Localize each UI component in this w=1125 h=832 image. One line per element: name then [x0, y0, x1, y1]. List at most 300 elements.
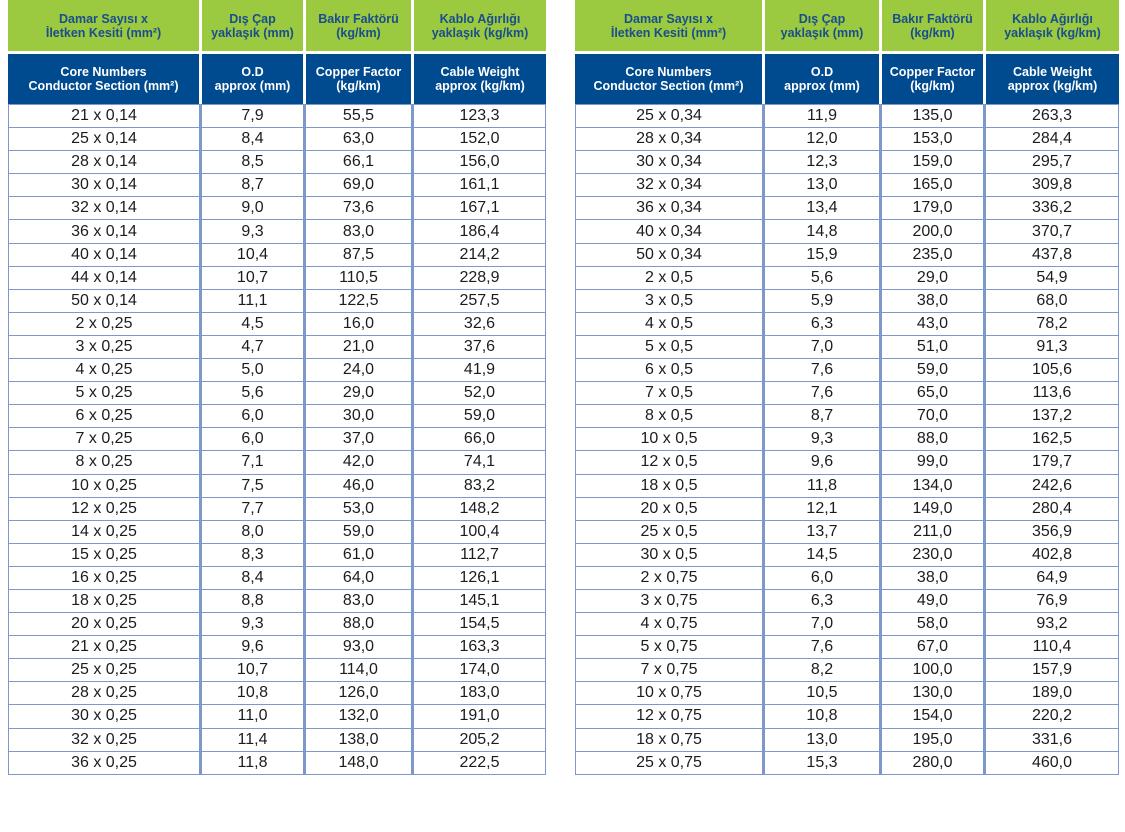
outer-diameter-cell: 5,6 [199, 382, 303, 405]
core-section-cell: 30 x 0,14 [8, 174, 199, 197]
core-section-cell: 44 x 0,14 [8, 267, 199, 290]
copper-factor-cell: 29,0 [879, 267, 983, 290]
cable-weight-cell: 220,2 [983, 705, 1119, 728]
copper-factor-cell: 46,0 [303, 475, 411, 498]
core-section-cell: 18 x 0,25 [8, 590, 199, 613]
cable-weight-cell: 41,9 [411, 359, 546, 382]
cable-weight-cell: 356,9 [983, 521, 1119, 544]
copper-factor-cell: 235,0 [879, 244, 983, 267]
outer-diameter-cell: 8,7 [762, 405, 879, 428]
core-section-cell: 36 x 0,25 [8, 752, 199, 775]
cable-weight-cell: 242,6 [983, 475, 1119, 498]
outer-diameter-cell: 5,6 [762, 267, 879, 290]
cable-weight-cell: 295,7 [983, 151, 1119, 174]
cable-weight-cell: 137,2 [983, 405, 1119, 428]
outer-diameter-cell: 13,0 [762, 174, 879, 197]
table-row [575, 705, 1119, 728]
header-cable-weight-tr: Kablo Ağırlığı yaklaşık (kg/km) [983, 0, 1119, 51]
outer-diameter-cell: 6,0 [199, 428, 303, 451]
core-section-cell: 10 x 0,5 [575, 428, 762, 451]
copper-factor-cell: 49,0 [879, 590, 983, 613]
copper-factor-cell: 159,0 [879, 151, 983, 174]
core-section-cell: 50 x 0,14 [8, 290, 199, 313]
table-row [575, 359, 1119, 382]
copper-factor-cell: 280,0 [879, 752, 983, 775]
copper-factor-cell: 43,0 [879, 313, 983, 336]
table-row [8, 705, 546, 728]
outer-diameter-cell: 9,3 [199, 613, 303, 636]
table-row [8, 267, 546, 290]
table-row [8, 128, 546, 151]
core-section-cell: 5 x 0,5 [575, 336, 762, 359]
copper-factor-cell: 63,0 [303, 128, 411, 151]
table-row [8, 313, 546, 336]
cable-weight-cell: 113,6 [983, 382, 1119, 405]
core-section-cell: 3 x 0,25 [8, 336, 199, 359]
core-section-cell: 2 x 0,25 [8, 313, 199, 336]
core-section-cell: 6 x 0,5 [575, 359, 762, 382]
table-row [8, 636, 546, 659]
table-row [575, 475, 1119, 498]
cable-weight-cell: 52,0 [411, 382, 546, 405]
copper-factor-cell: 29,0 [303, 382, 411, 405]
table-row [575, 220, 1119, 243]
copper-factor-cell: 51,0 [879, 336, 983, 359]
outer-diameter-cell: 6,3 [762, 590, 879, 613]
copper-factor-cell: 179,0 [879, 197, 983, 220]
header-row-english [8, 51, 546, 104]
cable-weight-cell: 309,8 [983, 174, 1119, 197]
copper-factor-cell: 126,0 [303, 682, 411, 705]
table-row [8, 682, 546, 705]
outer-diameter-cell: 10,8 [199, 682, 303, 705]
table-row [575, 752, 1119, 775]
outer-diameter-cell: 7,7 [199, 498, 303, 521]
core-section-cell: 40 x 0,34 [575, 220, 762, 243]
header-cable-weight-en: Cable Weight approx (kg/km) [983, 51, 1119, 104]
outer-diameter-cell: 9,6 [199, 636, 303, 659]
cable-weight-cell: 162,5 [983, 428, 1119, 451]
outer-diameter-cell: 4,5 [199, 313, 303, 336]
outer-diameter-cell: 10,4 [199, 244, 303, 267]
outer-diameter-cell: 7,5 [199, 475, 303, 498]
table-row [8, 498, 546, 521]
core-section-cell: 12 x 0,5 [575, 451, 762, 474]
core-section-cell: 25 x 0,75 [575, 752, 762, 775]
table-row [575, 636, 1119, 659]
cable-weight-cell: 228,9 [411, 267, 546, 290]
cable-weight-cell: 66,0 [411, 428, 546, 451]
header-core-section-en: Core Numbers Conductor Section (mm²) [575, 51, 762, 104]
copper-factor-cell: 42,0 [303, 451, 411, 474]
core-section-cell: 10 x 0,75 [575, 682, 762, 705]
copper-factor-cell: 16,0 [303, 313, 411, 336]
cable-weight-cell: 156,0 [411, 151, 546, 174]
copper-factor-cell: 230,0 [879, 544, 983, 567]
table-row [8, 220, 546, 243]
copper-factor-cell: 93,0 [303, 636, 411, 659]
copper-factor-cell: 66,1 [303, 151, 411, 174]
copper-factor-cell: 53,0 [303, 498, 411, 521]
outer-diameter-cell: 8,4 [199, 128, 303, 151]
table-row [8, 752, 546, 775]
cable-weight-cell: 74,1 [411, 451, 546, 474]
outer-diameter-cell: 8,7 [199, 174, 303, 197]
cable-weight-cell: 110,4 [983, 636, 1119, 659]
table-row [575, 451, 1119, 474]
outer-diameter-cell: 4,7 [199, 336, 303, 359]
table-row [575, 313, 1119, 336]
outer-diameter-cell: 10,7 [199, 659, 303, 682]
core-section-cell: 40 x 0,14 [8, 244, 199, 267]
header-copper-factor-en: Copper Factor (kg/km) [879, 51, 983, 104]
cable-spec-table-right [575, 0, 1119, 775]
cable-weight-cell: 112,7 [411, 544, 546, 567]
core-section-cell: 25 x 0,34 [575, 104, 762, 128]
copper-factor-cell: 130,0 [879, 682, 983, 705]
core-section-cell: 32 x 0,14 [8, 197, 199, 220]
cable-weight-cell: 126,1 [411, 567, 546, 590]
cable-weight-cell: 370,7 [983, 220, 1119, 243]
copper-factor-cell: 83,0 [303, 220, 411, 243]
core-section-cell: 5 x 0,75 [575, 636, 762, 659]
table-row [8, 244, 546, 267]
table-row [575, 428, 1119, 451]
outer-diameter-cell: 9,0 [199, 197, 303, 220]
cable-weight-cell: 148,2 [411, 498, 546, 521]
cable-weight-cell: 284,4 [983, 128, 1119, 151]
outer-diameter-cell: 7,0 [762, 613, 879, 636]
outer-diameter-cell: 13,0 [762, 729, 879, 752]
table-row [8, 151, 546, 174]
copper-factor-cell: 21,0 [303, 336, 411, 359]
cable-weight-cell: 167,1 [411, 197, 546, 220]
table-row [8, 613, 546, 636]
outer-diameter-cell: 7,9 [199, 104, 303, 128]
table-row [575, 498, 1119, 521]
header-copper-factor-tr: Bakır Faktörü (kg/km) [879, 0, 983, 51]
table-row [8, 475, 546, 498]
table-row [8, 197, 546, 220]
copper-factor-cell: 70,0 [879, 405, 983, 428]
table-row [8, 544, 546, 567]
copper-factor-cell: 30,0 [303, 405, 411, 428]
core-section-cell: 4 x 0,5 [575, 313, 762, 336]
header-cable-weight-tr: Kablo Ağırlığı yaklaşık (kg/km) [411, 0, 546, 51]
core-section-cell: 32 x 0,34 [575, 174, 762, 197]
core-section-cell: 36 x 0,14 [8, 220, 199, 243]
core-section-cell: 7 x 0,25 [8, 428, 199, 451]
outer-diameter-cell: 15,3 [762, 752, 879, 775]
core-section-cell: 28 x 0,14 [8, 151, 199, 174]
core-section-cell: 25 x 0,14 [8, 128, 199, 151]
copper-factor-cell: 64,0 [303, 567, 411, 590]
copper-factor-cell: 99,0 [879, 451, 983, 474]
table-row [8, 729, 546, 752]
header-outer-diameter-en: O.D approx (mm) [199, 51, 303, 104]
copper-factor-cell: 211,0 [879, 521, 983, 544]
copper-factor-cell: 87,5 [303, 244, 411, 267]
table-row [8, 104, 546, 128]
copper-factor-cell: 148,0 [303, 752, 411, 775]
outer-diameter-cell: 11,9 [762, 104, 879, 128]
header-core-section-tr: Damar Sayısı x İletken Kesiti (mm²) [8, 0, 199, 51]
core-section-cell: 3 x 0,5 [575, 290, 762, 313]
table-row [575, 174, 1119, 197]
header-row-turkish [8, 0, 546, 51]
outer-diameter-cell: 13,4 [762, 197, 879, 220]
copper-factor-cell: 59,0 [303, 521, 411, 544]
table-row [8, 521, 546, 544]
outer-diameter-cell: 11,8 [762, 475, 879, 498]
core-section-cell: 21 x 0,25 [8, 636, 199, 659]
outer-diameter-cell: 5,9 [762, 290, 879, 313]
core-section-cell: 28 x 0,25 [8, 682, 199, 705]
cable-weight-cell: 191,0 [411, 705, 546, 728]
core-section-cell: 30 x 0,34 [575, 151, 762, 174]
table-row [575, 382, 1119, 405]
cable-weight-cell: 257,5 [411, 290, 546, 313]
core-section-cell: 12 x 0,75 [575, 705, 762, 728]
core-section-cell: 18 x 0,5 [575, 475, 762, 498]
core-section-cell: 2 x 0,75 [575, 567, 762, 590]
core-section-cell: 4 x 0,75 [575, 613, 762, 636]
header-copper-factor-en: Copper Factor (kg/km) [303, 51, 411, 104]
table-row [8, 451, 546, 474]
cable-weight-cell: 83,2 [411, 475, 546, 498]
copper-factor-cell: 59,0 [879, 359, 983, 382]
table-row [575, 151, 1119, 174]
core-section-cell: 8 x 0,25 [8, 451, 199, 474]
core-section-cell: 28 x 0,34 [575, 128, 762, 151]
cable-weight-cell: 161,1 [411, 174, 546, 197]
cable-weight-cell: 174,0 [411, 659, 546, 682]
copper-factor-cell: 73,6 [303, 197, 411, 220]
cable-weight-cell: 336,2 [983, 197, 1119, 220]
outer-diameter-cell: 8,8 [199, 590, 303, 613]
copper-factor-cell: 135,0 [879, 104, 983, 128]
core-section-cell: 5 x 0,25 [8, 382, 199, 405]
cable-weight-cell: 154,5 [411, 613, 546, 636]
cable-weight-cell: 54,9 [983, 267, 1119, 290]
cable-weight-cell: 183,0 [411, 682, 546, 705]
copper-factor-cell: 165,0 [879, 174, 983, 197]
header-core-section-en: Core Numbers Conductor Section (mm²) [8, 51, 199, 104]
cable-weight-cell: 331,6 [983, 729, 1119, 752]
core-section-cell: 50 x 0,34 [575, 244, 762, 267]
core-section-cell: 15 x 0,25 [8, 544, 199, 567]
copper-factor-cell: 153,0 [879, 128, 983, 151]
table-row [575, 613, 1119, 636]
cable-weight-cell: 64,9 [983, 567, 1119, 590]
outer-diameter-cell: 10,8 [762, 705, 879, 728]
cable-weight-cell: 189,0 [983, 682, 1119, 705]
outer-diameter-cell: 12,3 [762, 151, 879, 174]
outer-diameter-cell: 7,6 [762, 636, 879, 659]
cable-weight-cell: 91,3 [983, 336, 1119, 359]
core-section-cell: 8 x 0,5 [575, 405, 762, 428]
table-row [575, 104, 1119, 128]
outer-diameter-cell: 8,4 [199, 567, 303, 590]
outer-diameter-cell: 6,0 [199, 405, 303, 428]
outer-diameter-cell: 5,0 [199, 359, 303, 382]
cable-weight-cell: 179,7 [983, 451, 1119, 474]
core-section-cell: 25 x 0,25 [8, 659, 199, 682]
cable-weight-cell: 93,2 [983, 613, 1119, 636]
outer-diameter-cell: 9,3 [199, 220, 303, 243]
table-row [575, 267, 1119, 290]
header-outer-diameter-tr: Dış Çap yaklaşık (mm) [199, 0, 303, 51]
core-section-cell: 14 x 0,25 [8, 521, 199, 544]
header-row-turkish [575, 0, 1119, 51]
core-section-cell: 32 x 0,25 [8, 729, 199, 752]
cable-weight-cell: 460,0 [983, 752, 1119, 775]
cable-weight-cell: 222,5 [411, 752, 546, 775]
cable-weight-cell: 437,8 [983, 244, 1119, 267]
outer-diameter-cell: 8,0 [199, 521, 303, 544]
copper-factor-cell: 83,0 [303, 590, 411, 613]
cable-weight-cell: 59,0 [411, 405, 546, 428]
table-row [575, 544, 1119, 567]
cable-weight-cell: 263,3 [983, 104, 1119, 128]
outer-diameter-cell: 8,2 [762, 659, 879, 682]
table-row [575, 567, 1119, 590]
cable-weight-cell: 163,3 [411, 636, 546, 659]
cable-weight-cell: 205,2 [411, 729, 546, 752]
outer-diameter-cell: 7,6 [762, 359, 879, 382]
header-row-english [575, 51, 1119, 104]
copper-factor-cell: 132,0 [303, 705, 411, 728]
table-row [575, 521, 1119, 544]
outer-diameter-cell: 7,6 [762, 382, 879, 405]
cable-weight-cell: 105,6 [983, 359, 1119, 382]
copper-factor-cell: 88,0 [303, 613, 411, 636]
cable-weight-cell: 76,9 [983, 590, 1119, 613]
header-core-section-tr: Damar Sayısı x İletken Kesiti (mm²) [575, 0, 762, 51]
table-row [575, 659, 1119, 682]
outer-diameter-cell: 12,1 [762, 498, 879, 521]
cable-weight-cell: 145,1 [411, 590, 546, 613]
cable-weight-cell: 68,0 [983, 290, 1119, 313]
table-row [8, 428, 546, 451]
core-section-cell: 21 x 0,14 [8, 104, 199, 128]
outer-diameter-cell: 6,3 [762, 313, 879, 336]
cable-spec-table-left [8, 0, 546, 775]
copper-factor-cell: 195,0 [879, 729, 983, 752]
cable-weight-cell: 152,0 [411, 128, 546, 151]
outer-diameter-cell: 7,1 [199, 451, 303, 474]
core-section-cell: 30 x 0,25 [8, 705, 199, 728]
copper-factor-cell: 37,0 [303, 428, 411, 451]
copper-factor-cell: 88,0 [879, 428, 983, 451]
cable-weight-cell: 32,6 [411, 313, 546, 336]
table-row [8, 567, 546, 590]
copper-factor-cell: 58,0 [879, 613, 983, 636]
cable-weight-cell: 157,9 [983, 659, 1119, 682]
copper-factor-cell: 38,0 [879, 290, 983, 313]
table-row [575, 244, 1119, 267]
copper-factor-cell: 149,0 [879, 498, 983, 521]
table-row [8, 336, 546, 359]
outer-diameter-cell: 8,3 [199, 544, 303, 567]
outer-diameter-cell: 15,9 [762, 244, 879, 267]
header-outer-diameter-en: O.D approx (mm) [762, 51, 879, 104]
core-section-cell: 3 x 0,75 [575, 590, 762, 613]
table-row [575, 290, 1119, 313]
header-cable-weight-en: Cable Weight approx (kg/km) [411, 51, 546, 104]
core-section-cell: 6 x 0,25 [8, 405, 199, 428]
table-row [8, 174, 546, 197]
table-row [575, 336, 1119, 359]
copper-factor-cell: 24,0 [303, 359, 411, 382]
outer-diameter-cell: 8,5 [199, 151, 303, 174]
cable-weight-cell: 100,4 [411, 521, 546, 544]
core-section-cell: 30 x 0,5 [575, 544, 762, 567]
table-row [8, 405, 546, 428]
cable-weight-cell: 402,8 [983, 544, 1119, 567]
cable-weight-cell: 186,4 [411, 220, 546, 243]
outer-diameter-cell: 10,7 [199, 267, 303, 290]
outer-diameter-cell: 14,8 [762, 220, 879, 243]
core-section-cell: 7 x 0,75 [575, 659, 762, 682]
cable-weight-cell: 123,3 [411, 104, 546, 128]
cable-weight-cell: 280,4 [983, 498, 1119, 521]
copper-factor-cell: 154,0 [879, 705, 983, 728]
core-section-cell: 4 x 0,25 [8, 359, 199, 382]
outer-diameter-cell: 6,0 [762, 567, 879, 590]
core-section-cell: 20 x 0,5 [575, 498, 762, 521]
outer-diameter-cell: 11,4 [199, 729, 303, 752]
core-section-cell: 16 x 0,25 [8, 567, 199, 590]
table-row [8, 359, 546, 382]
copper-factor-cell: 122,5 [303, 290, 411, 313]
core-section-cell: 7 x 0,5 [575, 382, 762, 405]
table-row [575, 197, 1119, 220]
table-row [575, 729, 1119, 752]
outer-diameter-cell: 9,3 [762, 428, 879, 451]
cable-weight-cell: 214,2 [411, 244, 546, 267]
copper-factor-cell: 110,5 [303, 267, 411, 290]
table-row [8, 382, 546, 405]
header-copper-factor-tr: Bakır Faktörü (kg/km) [303, 0, 411, 51]
copper-factor-cell: 55,5 [303, 104, 411, 128]
table-row [8, 590, 546, 613]
outer-diameter-cell: 11,0 [199, 705, 303, 728]
table-row [8, 290, 546, 313]
table-row [575, 128, 1119, 151]
copper-factor-cell: 100,0 [879, 659, 983, 682]
cable-weight-cell: 37,6 [411, 336, 546, 359]
outer-diameter-cell: 13,7 [762, 521, 879, 544]
cable-weight-cell: 78,2 [983, 313, 1119, 336]
core-section-cell: 10 x 0,25 [8, 475, 199, 498]
copper-factor-cell: 134,0 [879, 475, 983, 498]
copper-factor-cell: 67,0 [879, 636, 983, 659]
outer-diameter-cell: 11,8 [199, 752, 303, 775]
core-section-cell: 25 x 0,5 [575, 521, 762, 544]
table-row [575, 590, 1119, 613]
copper-factor-cell: 69,0 [303, 174, 411, 197]
core-section-cell: 20 x 0,25 [8, 613, 199, 636]
outer-diameter-cell: 9,6 [762, 451, 879, 474]
table-row [575, 682, 1119, 705]
table-row [575, 405, 1119, 428]
core-section-cell: 12 x 0,25 [8, 498, 199, 521]
copper-factor-cell: 114,0 [303, 659, 411, 682]
outer-diameter-cell: 7,0 [762, 336, 879, 359]
outer-diameter-cell: 11,1 [199, 290, 303, 313]
header-outer-diameter-tr: Dış Çap yaklaşık (mm) [762, 0, 879, 51]
